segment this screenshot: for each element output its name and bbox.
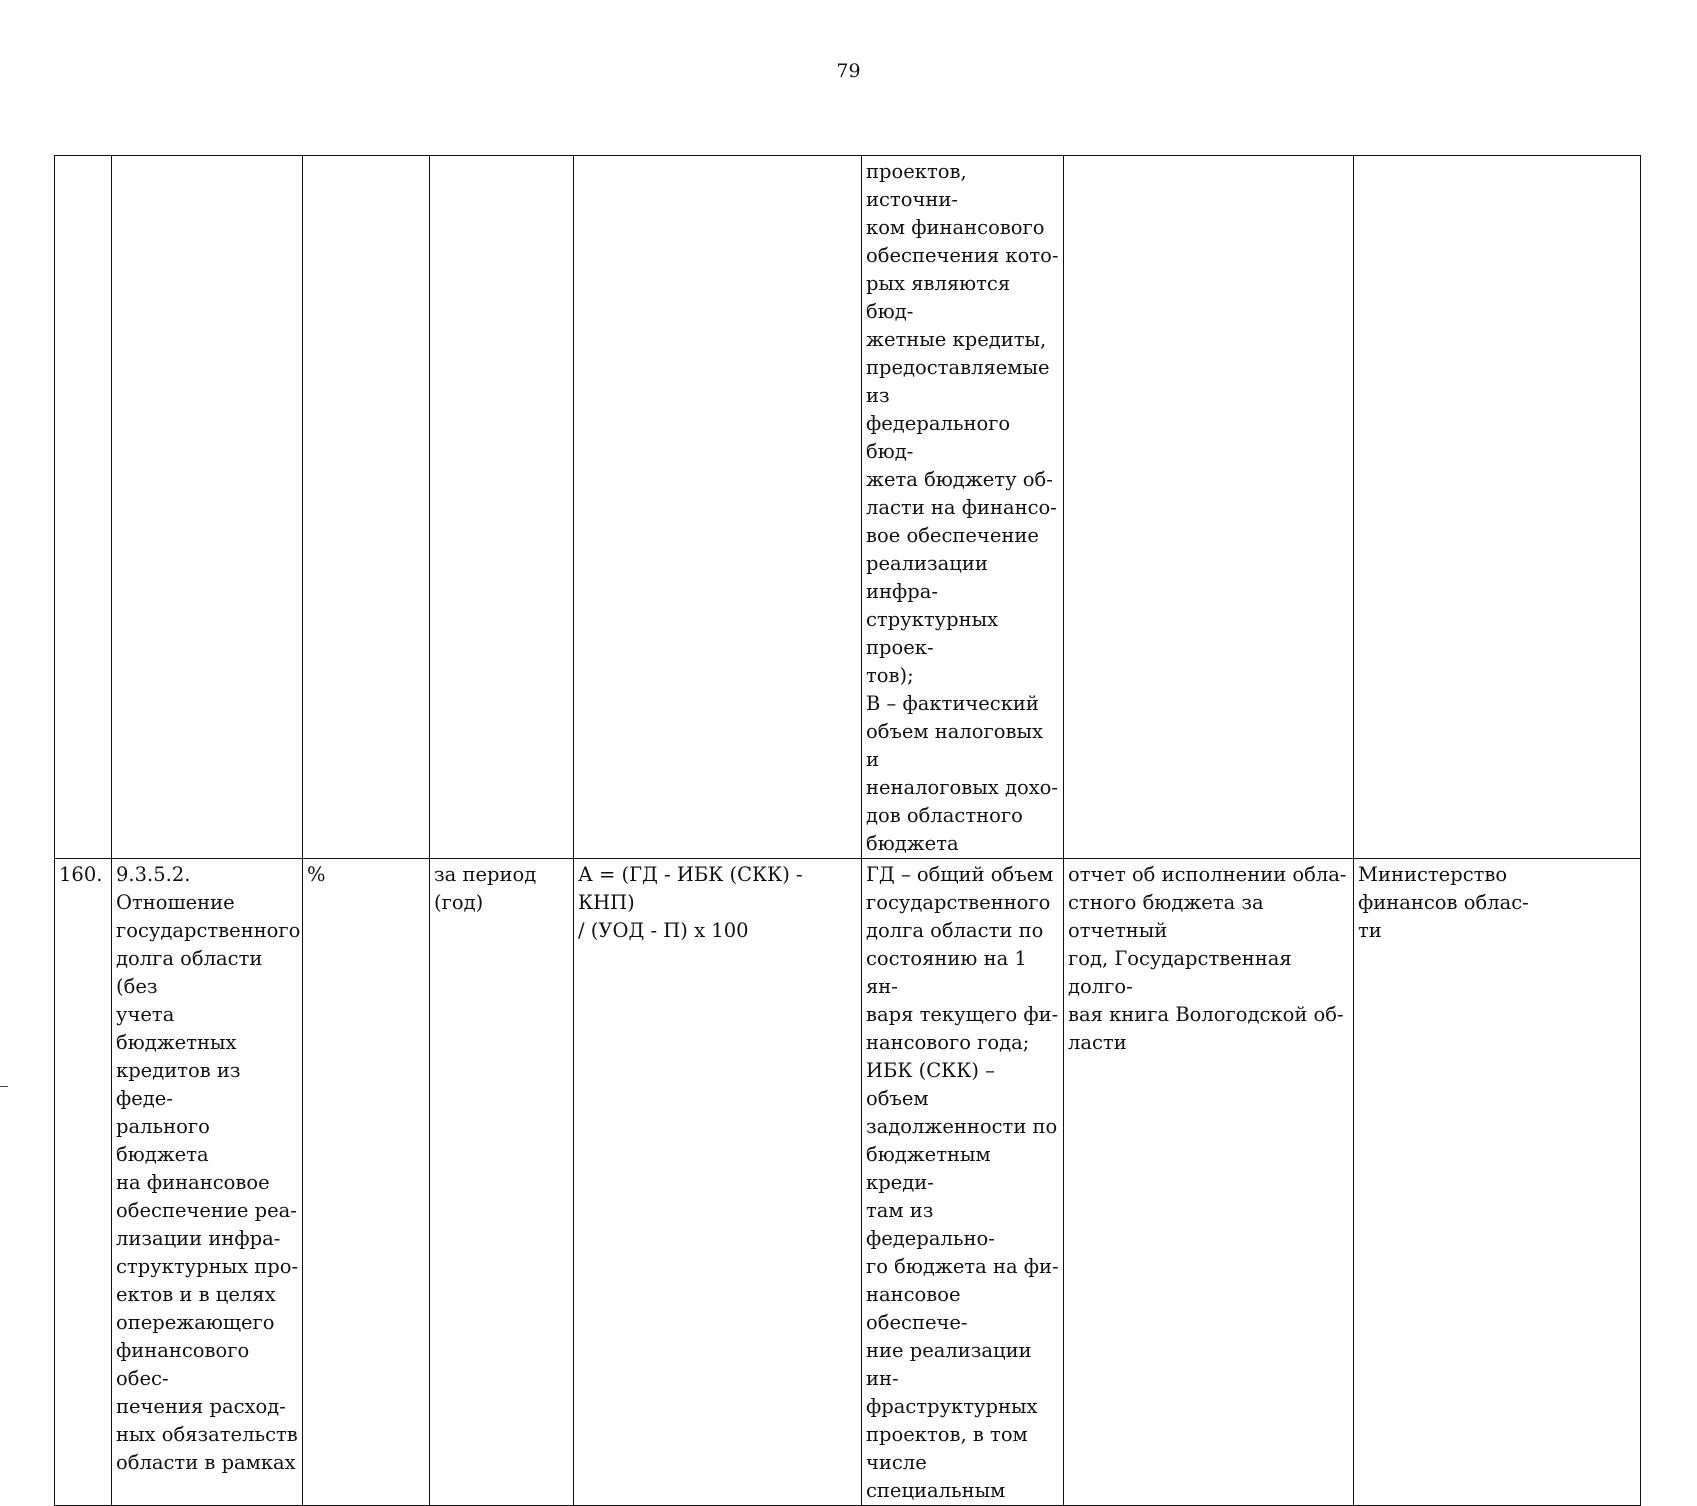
cell-unit: % bbox=[303, 859, 430, 1506]
cell-indicator bbox=[112, 156, 303, 859]
cell-unit bbox=[303, 156, 430, 859]
cell-period bbox=[430, 156, 574, 859]
cell-description: ГД – общий объем государственного долга области по состоянию на 1 ян- варя текущего фи- нансового года; ИБК (СКК) – объем задолженности по бюджетным креди- там из федерально- го бюджета на фи- нансовое обеспече- ние реализации ин- фраструктурных проектов, в том числе специальным bbox=[862, 859, 1064, 1506]
page-number: 79 bbox=[836, 60, 861, 82]
cell-description: проектов, источни- ком финансового обеспечения кото- рых являются бюд- жетные кредиты, предоставляемые из федерального бюд- жета бюджету об- ласти на финансо- вое обеспечение реализации инфра- структурных проек- тов); В – фактический объем налоговых и неналоговых дохо- дов областного бюджета bbox=[862, 156, 1064, 859]
cell-source bbox=[1064, 156, 1354, 859]
margin-mark bbox=[0, 1086, 8, 1087]
indicator-table bbox=[54, 155, 1641, 1506]
table-row-continuation bbox=[55, 156, 1641, 859]
cell-responsible: Министерство финансов облас- ти bbox=[1354, 859, 1641, 1506]
cell-number bbox=[55, 156, 112, 859]
cell-number: 160. bbox=[55, 859, 112, 1506]
cell-responsible bbox=[1354, 156, 1641, 859]
cell-period: за период (год) bbox=[430, 859, 574, 1506]
table-row-160 bbox=[55, 859, 1641, 1506]
cell-formula: А = (ГД - ИБК (СКК) - КНП) / (УОД - П) х 100 bbox=[574, 859, 862, 1506]
cell-indicator: 9.3.5.2. Отношение государственного долга области (без учета бюджетных кредитов из феде- рального бюджета на финансовое обеспечение реа- лизации инфра- структурных про- ектов и в целях опережающего финансового обес- печения расход- ных обязательств области в рамках bbox=[112, 859, 303, 1506]
cell-source: отчет об исполнении обла- стного бюджета за отчетный год, Государственная долго- вая книга Вологодской об- ласти bbox=[1064, 859, 1354, 1506]
cell-formula bbox=[574, 156, 862, 859]
